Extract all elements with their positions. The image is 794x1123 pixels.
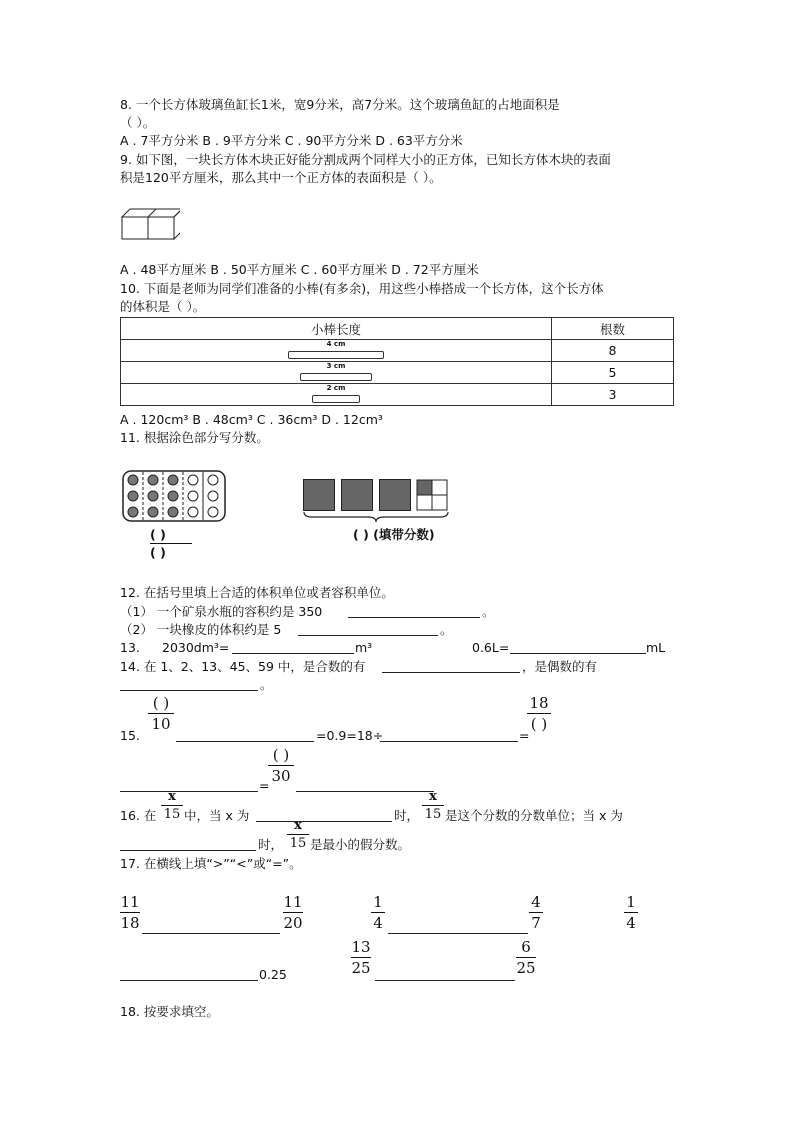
frac-den: 4 [373,914,383,932]
frac-den: 7 [531,914,541,932]
q16-frac-c [287,818,309,851]
frac-den: 25 [516,959,536,977]
frac-num: ( ) [152,694,170,712]
rod-label: 3 cm [326,361,346,370]
q16-t2: 时， [394,808,420,823]
q8-options: A . 7平方分米 B . 9平方分米 C . 90平方分米 D . 63平方分米 [120,133,463,148]
q13-blank-a[interactable] [232,653,354,654]
q9-line2: 积是120平方厘米，那么其中一个正方体的表面积是（ ）。 [120,170,442,185]
q12-blank-2[interactable] [298,635,438,636]
q14-mid: ，是偶数的有 [522,659,598,674]
q16-frac-b [422,789,444,822]
frac-num: 18 [529,694,549,712]
shaded-square [379,479,411,511]
q12-end-2: 。 [440,622,453,637]
rod-label: 2 cm [326,383,346,392]
frac-den: 20 [283,914,303,932]
q17-frac [516,938,536,977]
q15-blank-1[interactable] [176,741,314,742]
rod-count: 3 [552,384,674,406]
q15-eq2: = [259,778,270,793]
q13-a-unit: m³ [355,640,373,655]
frac-num: 11 [120,893,140,911]
frac-den: 15 [163,807,181,822]
rod-table-header-length: 小棒长度 [121,318,552,340]
q16-label: 16. 在 [120,808,157,823]
q17-blank-2[interactable] [388,933,528,934]
q12-end-1: 。 [482,604,495,619]
table-row [121,340,674,362]
q15-blank-2[interactable] [380,741,518,742]
shaded-square [303,479,335,511]
q9-options: A . 48平方厘米 B . 50平方厘米 C . 60平方厘米 D . 72平方厘米 [120,262,479,277]
q15-mid: =0.9=18÷ [316,728,384,743]
q17-frac [624,893,638,932]
rod-4cm [288,339,384,359]
q13-b: 0.6L= [472,640,510,655]
partial-square [416,479,448,511]
q14-end: 。 [260,677,273,692]
rod-label: 4 cm [326,339,346,348]
q12-item1: （1） 一个矿泉水瓶的容积约是 350 [120,604,323,619]
q16-blank-2[interactable] [120,850,256,851]
frac-den: 10 [151,715,171,733]
frac-den: 15 [289,836,307,851]
q9-line1: 9. 如下图，一块长方体木块正好能分割成两个同样大小的正方体，已知长方体木块的表面 [120,152,611,167]
frac-den: 25 [351,959,371,977]
frac-den: 30 [271,767,291,785]
q15-eq: = [519,728,530,743]
q8-line1: 8. 一个长方体玻璃鱼缸长1米，宽9分米，高7分米。这个玻璃鱼缸的占地面积是 [120,97,560,112]
q11-frac-top: ( ) [150,527,166,542]
q14-blank-1[interactable] [382,672,520,673]
frac-num: 6 [521,938,531,956]
frac-num: x [294,818,302,833]
q15-blank-4[interactable] [296,791,434,792]
q13-blank-b[interactable] [510,653,646,654]
q12-item2: （2） 一块橡皮的体积约是 5 [120,622,282,637]
q15-frac-1 [148,694,174,733]
q10-line1: 10. 下面是老师为同学们准备的小棒(有多余)，用这些小棒搭成一个长方体，这个长方体 [120,281,604,296]
q15-frac-2 [527,694,551,733]
q14-blank-2[interactable] [120,690,258,691]
q18-line1: 18. 按要求填空。 [120,1004,219,1019]
frac-num: 11 [283,893,303,911]
rod-3cm [300,361,372,381]
frac-den: 18 [120,914,140,932]
frac-num: 1 [373,893,383,911]
q16-t1: 中，当 x 为 [184,808,250,823]
q17-blank-3[interactable] [120,980,258,981]
q16-frac-a [161,789,183,822]
frac-num: x [168,789,176,804]
q15-frac-3 [268,746,294,785]
rod-count: 5 [552,362,674,384]
dots-figure [122,470,226,522]
shaded-square [341,479,373,511]
q17-blank-1[interactable] [142,933,280,934]
rod-count: 8 [552,340,674,362]
q17-frac [351,938,371,977]
q10-line2: 的体积是（ ）。 [120,299,206,314]
q17-line1: 17. 在横线上填“>”“<”或“=”。 [120,856,302,871]
frac-num: x [429,789,437,804]
frac-num: ( ) [272,746,290,764]
q8-line2: （ ）。 [120,115,156,130]
q12-line1: 12. 在括号里填上合适的体积单位或者容积单位。 [120,585,394,600]
frac-den: 4 [626,914,636,932]
q11-frac-bottom: ( ) [150,545,166,560]
brace [302,510,450,524]
q12-blank-1[interactable] [348,617,480,618]
q17-frac [529,893,543,932]
table-row [121,362,674,384]
q14-line1: 14. 在 1、2、13、45、59 中，是合数的有 [120,659,366,674]
q17-decimal: 0.25 [259,967,287,982]
q11-mixed-label: ( ) (填带分数) [353,527,435,542]
q16-blank-1[interactable] [256,821,392,822]
q17-frac [371,893,385,932]
rod-2cm [312,383,360,403]
q13-b-unit: mL [646,640,666,655]
q16-t4: 时， [258,837,284,852]
q11-line1: 11. 根据涂色部分写分数。 [120,430,269,445]
table-row [121,384,674,406]
q17-frac [120,893,140,932]
q13-a: 2030dm³= [162,640,230,655]
q15-blank-3[interactable] [120,791,258,792]
q10-options: A . 120cm³ B . 48cm³ C . 36cm³ D . 12cm³ [120,412,383,427]
q16-t5: 是最小的假分数。 [310,837,411,852]
q15-label: 15. [120,728,140,743]
q17-blank-4[interactable] [375,980,515,981]
q13-label: 13. [120,640,140,655]
frac-num: 4 [531,893,541,911]
q16-t3: 是这个分数的分数单位；当 x 为 [445,808,623,823]
cuboid-figure [120,205,180,241]
frac-den: 15 [424,807,442,822]
frac-num: 13 [351,938,371,956]
rod-table [120,317,674,406]
q17-frac [283,893,303,932]
fraction-bar [150,543,192,544]
rod-table-header-count: 根数 [552,318,674,340]
frac-den: ( ) [530,715,548,733]
frac-num: 1 [626,893,636,911]
